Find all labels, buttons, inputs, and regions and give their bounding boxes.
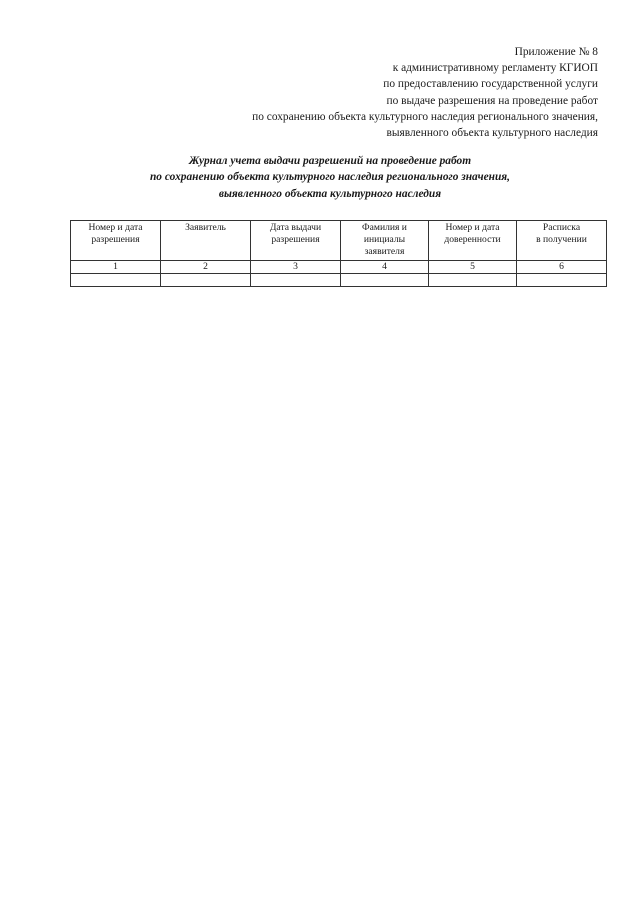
column-number-row: [71, 261, 607, 274]
header-line: Расписка: [542, 222, 581, 233]
empty-cell: [429, 274, 517, 287]
column-number: 1: [71, 261, 161, 274]
header-line: Номер и дата: [88, 222, 143, 233]
column-number: 4: [341, 261, 429, 274]
appendix-identified-object: выявленного объекта культурного наследия: [386, 127, 598, 140]
header-line: разрешения: [91, 234, 140, 245]
empty-entry-row: [71, 274, 607, 287]
header-issue-date: [251, 221, 341, 261]
header-line: доверенности: [444, 234, 501, 245]
header-line: заявителя: [364, 246, 405, 257]
appendix-header: [138, 44, 598, 141]
empty-cell: [517, 274, 607, 287]
appendix-regulation: к административному регламенту КГИОП: [392, 62, 598, 75]
column-number: 3: [251, 261, 341, 274]
journal-table: [70, 220, 607, 287]
appendix-preservation: по сохранению объекта культурного наследия регионального значения,: [252, 110, 598, 123]
header-line: Фамилия и: [362, 222, 407, 233]
header-line: Дата выдачи: [269, 222, 322, 233]
header-line: инициалы: [363, 234, 406, 245]
header-power-of-attorney: [429, 221, 517, 261]
appendix-permit: по выдаче разрешения на проведение работ: [386, 94, 598, 107]
appendix-number: Приложение № 8: [514, 46, 598, 58]
column-number: 5: [429, 261, 517, 274]
header-line: разрешения: [271, 234, 320, 245]
title-line-3: выявленного объекта культурного наследия: [218, 187, 442, 200]
title-line-2: по сохранению объекта культурного наследия регионального значения,: [149, 171, 511, 184]
title-line-1: Журнал учета выдачи разрешений на проведение работ: [188, 155, 472, 167]
table-header-row: [71, 221, 607, 261]
header-receipt-signature: [517, 221, 607, 261]
empty-cell: [341, 274, 429, 287]
header-permit-number-date: [71, 221, 161, 261]
column-number: 6: [517, 261, 607, 274]
empty-cell: [251, 274, 341, 287]
header-applicant: [161, 221, 251, 261]
empty-cell: [71, 274, 161, 287]
header-line: в получении: [536, 234, 587, 245]
column-number: 2: [161, 261, 251, 274]
document-title: [60, 153, 600, 202]
header-line: Номер и дата: [445, 222, 500, 233]
header-line: Заявитель: [185, 222, 226, 233]
empty-cell: [161, 274, 251, 287]
appendix-service: по предоставлению государственной услуги: [383, 78, 598, 91]
header-applicant-name: [341, 221, 429, 261]
